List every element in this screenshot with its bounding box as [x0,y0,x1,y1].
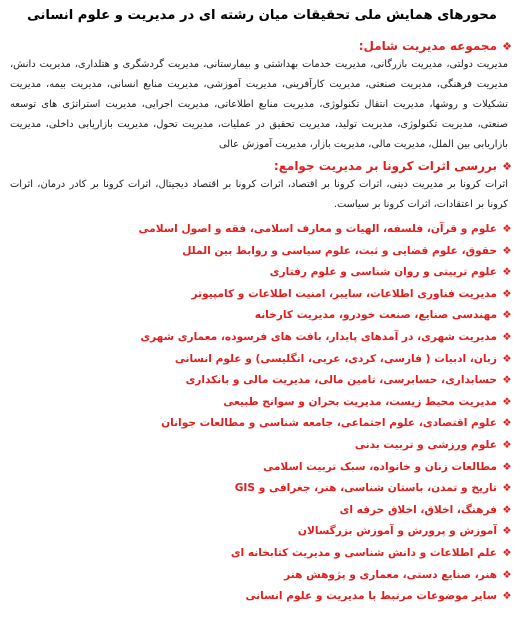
section-heading-text: بررسی اثرات کرونا بر مدیریت جوامع: [273,159,497,173]
section-heading [10,158,514,175]
diamond-bullet-icon: ❖ [502,160,512,173]
list-item-text: مدیریت شهری، در آمدهای پایدار، بافت های فرسوده، معماری شهری [140,330,497,343]
list-item [10,500,514,522]
list-item-text: علوم ورزشی و تربیت بدنی [354,438,497,451]
section-heading [10,38,514,55]
diamond-bullet-icon: ❖ [502,223,512,235]
diamond-bullet-icon: ❖ [502,417,512,430]
diamond-bullet-icon: ❖ [502,330,512,343]
list-item [10,392,514,414]
list-item [10,305,514,327]
list-item-text: علم اطلاعات و دانش شناسی و مدیریت کتابخانه ای [230,546,497,559]
section-corona [10,158,514,215]
list-item [10,435,514,457]
list-item-text: حسابداری، حسابرسی، تامین مالی، مدیریت مالی و بانکداری [185,374,497,387]
diamond-bullet-icon: ❖ [502,438,512,451]
list-item [10,478,514,500]
list-item [10,457,514,479]
list-item-text: مدیریت فناوری اطلاعات، سایبر، امنیت اطلاعات و کامپیوتر [191,287,497,300]
list-item-text: زبان، ادبیات ( فارسی، کردی، عربی، انگلیسی) و علوم انسانی [174,352,497,365]
list-item-text: هنر، صنایع دستی، معماری و پژوهش هنر [284,568,497,581]
list-item [10,349,514,371]
section-body-text: مدیریت دولتی، مدیریت بازرگانی، مدیریت خدمات بهداشتی و بیمارستانی، مدیریت گردشگری و هتلداری، مدیریت دانش، مدیریت فرهنگی، مدیریت صنعتی، مدیریت کارآفرینی، مدیریت آموزشی، مدیریت منابع انسانی، مدیریت بیمه، مدیریت تشکیلات و روشها، مدیریت انتقال تکنولوژی، مدیریت منابع اطلاعاتی، مدیریت اجرایی، مدیریت استراتژی های توسعه صنعتی، مدیریت تکنولوژی، مدیریت تولید، مدیریت تحقیق در عملیات، مدیریت تحول، مدیریت بازاریابی داخلی، مدیریت بازاریابی بین الملل، مدیریت مالی، مدیریت بازار، مدیریت آموزش عالی [10,59,508,150]
list-item [10,543,514,565]
list-item-text: مدیریت محیط زیست، مدیریت بحران و سوانح طبیعی [223,395,497,408]
section-heading-text: مجموعه مدیریت شامل: [358,39,497,53]
diamond-bullet-icon: ❖ [502,266,512,279]
diamond-bullet-icon: ❖ [502,244,512,257]
list-item-text: فرهنگ، اخلاق، اخلاق حرفه ای [339,503,497,516]
list-item [10,241,514,263]
list-item [10,370,514,392]
list-item-text: علوم اقتصادی، علوم اجتماعی، جامعه شناسی و مطالعات جوانان [161,417,497,430]
list-item [10,284,514,306]
diamond-bullet-icon: ❖ [502,590,512,603]
section-body-text: اثرات کرونا بر مدیریت دینی، اثرات کرونا بر اقتصاد، اثرات کرونا بر اقتصاد دیجیتال، اثرات کرونا بر کادر درمان، اثرات کرونا بر اعتقادات، اثرات کرونا بر سیاست. [10,179,508,210]
diamond-bullet-icon: ❖ [502,482,512,495]
diamond-bullet-icon: ❖ [502,546,512,559]
list-item [10,219,514,241]
list-item-text: حقوق، علوم قضایی و ثبت، علوم سیاسی و روابط بین الملل [182,244,497,257]
list-item [10,586,514,608]
diamond-bullet-icon: ❖ [502,287,512,300]
list-item-text: تاریخ و تمدن، باستان شناسی، هنر، جغرافی و GIS [234,482,497,495]
list-item [10,565,514,587]
list-item [10,262,514,284]
list-item [10,413,514,435]
diamond-bullet-icon: ❖ [502,395,512,408]
diamond-bullet-icon: ❖ [502,568,512,581]
list-item-text: آموزش و پرورش و آموزش بزرگسالان [297,525,497,538]
list-item-text: سایر موضوعات مرتبط با مدیریت و علوم انسانی [245,590,497,603]
list-item-text: علوم و قرآن، فلسفه، الهیات و معارف اسلامی، فقه و اصول اسلامی [138,223,497,235]
diamond-bullet-icon: ❖ [502,460,512,473]
topics-list [10,219,514,608]
list-item [10,521,514,543]
list-item-text: مهندسی صنایع، صنعت خودرو، مدیریت کارخانه [254,309,497,322]
diamond-bullet-icon: ❖ [502,352,512,365]
section-management [10,38,514,155]
diamond-bullet-icon: ❖ [502,503,512,516]
page-title: محورهای همایش ملی تحقیقات میان رشته ای در مدیریت و علوم انسانی [27,8,497,23]
diamond-bullet-icon: ❖ [502,40,512,53]
diamond-bullet-icon: ❖ [502,374,512,387]
document-page [10,0,514,608]
list-item [10,327,514,349]
diamond-bullet-icon: ❖ [502,525,512,538]
list-item-text: مطالعات زنان و خانواده، سبک تربیت اسلامی [263,460,497,473]
list-item-text: علوم تربیتی و روان شناسی و علوم رفتاری [269,266,497,279]
diamond-bullet-icon: ❖ [502,309,512,322]
